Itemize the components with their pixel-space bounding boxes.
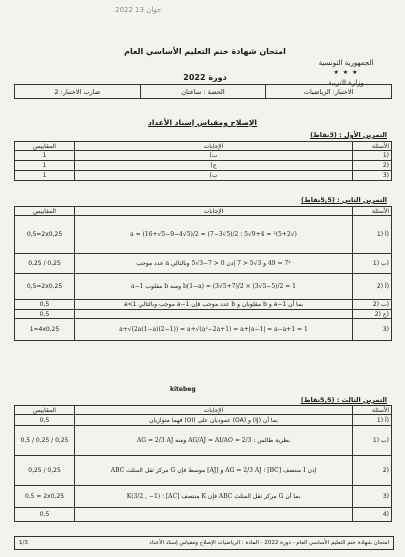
page-number: 1/3: [19, 540, 28, 546]
answer-cell: b(1−a) = (3√5+7)/2 × (3√5−5)/2 = 1 ومنه b مقلوب 1−a: [75, 274, 353, 300]
ex1-table: [14, 141, 392, 181]
question-cell: 2) ج): [353, 310, 392, 319]
score-cell: 1=4x0,25: [15, 319, 75, 341]
table-header-row: [15, 207, 392, 216]
table-row: [15, 415, 392, 426]
score-cell: 0,5=2x0,25: [15, 216, 75, 254]
score-cell: 0,5=2x0,25: [15, 274, 75, 300]
question-cell: 4): [353, 508, 392, 522]
footer-text: امتحان شهادة ختم التعليم الأساسي العام - دورة 2022 - المادة : الرياضيات الإصلاح ومقياس إسناد الأعداد: [149, 540, 389, 546]
score-cell: 0,5 / 0,25 / 0,25: [15, 426, 75, 456]
answer-cell: ج): [75, 161, 353, 171]
table-header-row: [15, 406, 392, 415]
table-row: [15, 254, 392, 274]
header-question: الأسئلة: [353, 142, 392, 151]
answer-cell: بما أن (IJ) و (OA) عموديان على (OI) فهما متوازيان: [75, 415, 353, 426]
question-cell: 1) أ): [353, 216, 392, 254]
question-cell: 3): [353, 319, 392, 341]
answer-cell: بما أن G مركز ثقل المثلث ABC فإن K منتصف [AC] ؛ K(3/2 , −1): [75, 486, 353, 508]
ex2-title: التمرين الثاني : (5,5نقاط): [301, 196, 387, 204]
subject-cell: الاختبار: الرياضيات: [265, 85, 391, 98]
table-row: [15, 508, 392, 522]
score-cell: 0,25 / 0,25: [15, 456, 75, 486]
question-cell: 1) أ): [353, 415, 392, 426]
score-cell: 0,5: [15, 415, 75, 426]
document-title: الإصلاح ومقياس إسناد الأعداد: [148, 118, 257, 127]
table-row: [15, 171, 392, 181]
ministry-label: وزارة التربية: [328, 79, 364, 87]
question-cell: 1) ب): [353, 254, 392, 274]
score-cell: 0,5 = 2x0,25: [15, 486, 75, 508]
exam-info-bar: [14, 84, 392, 99]
table-row: [15, 300, 392, 310]
table-row: [15, 486, 392, 508]
question-cell: 2) أ): [353, 274, 392, 300]
question-cell: 1) ب): [353, 426, 392, 456]
score-cell: 1: [15, 151, 75, 161]
ex1-title: التمرين الأول : (3نقاط): [310, 131, 387, 139]
question-cell: 2): [353, 456, 392, 486]
page-footer: [14, 536, 394, 550]
table-row: [15, 161, 392, 171]
answer-cell: (√5+2)² = 9+4√5 ؛ a = (16+√5−9−4√5)/2 = (7−3√5)/2: [75, 216, 353, 254]
table-row: [15, 216, 392, 254]
answer-cell: إذن I منتصف [BC] ؛ AG = 2/3 AJ و [AJ] موسط فإن G مركز ثقل المثلث ABC: [75, 456, 353, 486]
score-cell: 0,5: [15, 300, 75, 310]
watermark-blog: kitebeg: [170, 386, 196, 393]
answer-cell: بما أن 1−a و b مقلوبان و b عدد موجب فإن 1−a موجب وبالتالي a<1: [75, 300, 353, 310]
ex3-table: [14, 405, 392, 522]
answer-cell: ب): [75, 151, 353, 161]
question-cell: 2) ب): [353, 300, 392, 310]
score-cell: 0,5: [15, 310, 75, 319]
answer-cell: ب): [75, 171, 353, 181]
header-question: الأسئلة: [353, 406, 392, 415]
header-score: المقاييس: [15, 207, 75, 216]
answer-cell: [75, 508, 353, 522]
score-cell: 0,25 / 0,25: [15, 254, 75, 274]
table-row: [15, 319, 392, 341]
answer-cell: a+√(2a(1−a)(2−1)) = a+√(a²−2a+1) = a+|a−1| = a−a+1 = 1: [75, 319, 353, 341]
question-cell: 3): [353, 171, 392, 181]
score-cell: 0,5: [15, 508, 75, 522]
table-row: [15, 456, 392, 486]
answer-cell: 7² = 49 و 3√5 < 7 إذن 0 < 7−3√5 وبالتالي a عدد موجب: [75, 254, 353, 274]
question-cell: 3): [353, 486, 392, 508]
date-stamp: 2022 جوان 13: [115, 6, 162, 14]
question-cell: 2): [353, 161, 392, 171]
header-answers: الإجابات: [75, 406, 353, 415]
table-row: [15, 426, 392, 456]
header-answers: الإجابات: [75, 142, 353, 151]
header-question: الأسئلة: [353, 207, 392, 216]
ex3-title: التمرين الثالث : (5,5نقاط): [300, 396, 387, 404]
header-score: المقاييس: [15, 406, 75, 415]
republic-label: الجمهورية التونسية: [318, 59, 374, 67]
answer-cell: [75, 310, 353, 319]
table-row: [15, 310, 392, 319]
table-row: [15, 151, 392, 161]
exam-title: امتحان شهادة ختم التعليم الأساسي العام: [124, 47, 286, 56]
table-row: [15, 274, 392, 300]
table-header-row: [15, 142, 392, 151]
score-cell: 1: [15, 171, 75, 181]
question-cell: 1): [353, 151, 392, 161]
duration-cell: الحصة : ساعتان: [140, 85, 266, 98]
coefficient-cell: ضارب الاختبار: 2: [54, 87, 101, 96]
exam-session: دورة 2022: [183, 73, 227, 82]
score-cell: 1: [15, 161, 75, 171]
header-score: المقاييس: [15, 142, 75, 151]
answer-cell: نظرية طالس : AG/AJ = AI/AO = 2/3 ومنه AG = 2/3 AJ: [75, 426, 353, 456]
ex2-table: [14, 206, 392, 341]
header-answers: الإجابات: [75, 207, 353, 216]
stars-emblem: ★ ★ ★: [333, 69, 359, 76]
